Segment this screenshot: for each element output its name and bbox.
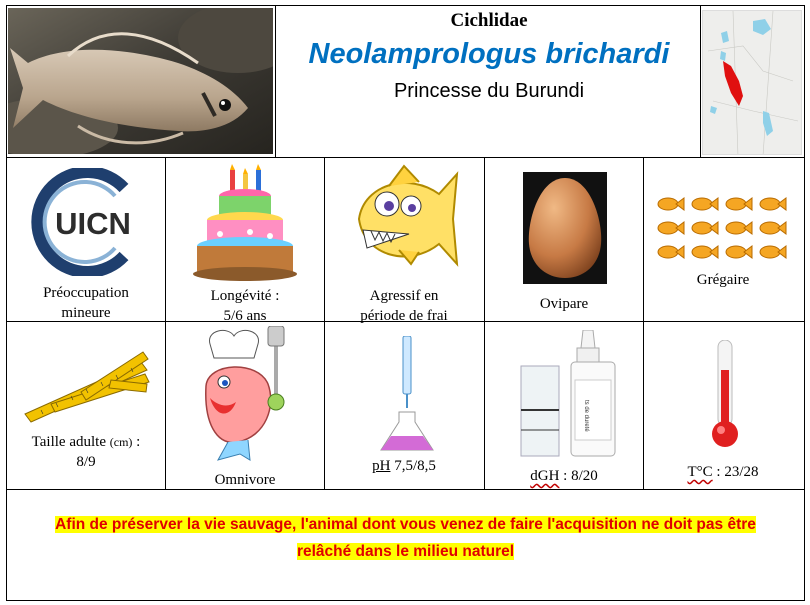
column-divider	[700, 6, 701, 157]
cell-social	[644, 158, 802, 323]
common-name: Princesse du Burundi	[393, 80, 585, 102]
angry-fish-icon	[349, 164, 461, 276]
distribution-map	[702, 10, 802, 155]
cell-hardness	[485, 322, 643, 487]
cell-conservation-status	[7, 158, 165, 323]
species-name: Neolamprologus brichardi	[308, 38, 670, 70]
cell-behavior	[325, 158, 483, 323]
water-test-kit-icon	[515, 330, 623, 458]
conservation-label: Préoccupation mineure	[43, 285, 129, 321]
behavior-label: Agressif en période de frai	[360, 288, 448, 324]
family-name: Cichlidae	[450, 10, 528, 31]
fish-school-icon	[656, 196, 792, 266]
hardness-label: dGH : 8/20	[530, 468, 598, 484]
ph-flask-icon	[377, 336, 437, 454]
ph-label: pH 7,5/8,5	[372, 458, 436, 474]
social-label: Grégaire	[696, 272, 750, 288]
header	[7, 6, 804, 157]
cell-diet	[166, 322, 324, 487]
reproduction-label: Ovipare	[539, 296, 589, 312]
egg-icon	[523, 172, 607, 284]
thermometer-icon	[710, 340, 740, 450]
fact-sheet	[6, 5, 805, 601]
cell-adult-size	[7, 322, 165, 487]
folding-ruler-icon	[21, 344, 151, 426]
cell-longevity	[166, 158, 324, 323]
longevity-label: Longévité : 5/6 ans	[210, 288, 280, 324]
release-warning: Afin de préserver la vie sauvage, l'animal dont vous venez de faire l'acquisition ne doit pas être relâché dans le milieu naturel	[55, 516, 756, 560]
birthday-cake-icon	[190, 164, 300, 282]
chef-fish-icon	[188, 326, 304, 464]
column-divider	[275, 6, 276, 157]
row-divider	[7, 489, 804, 490]
cell-ph	[325, 322, 483, 487]
uicn-logo-text: UICN	[55, 206, 131, 241]
diet-label: Omnivore	[214, 472, 276, 488]
temperature-label: T°C : 23/28	[687, 464, 759, 480]
uicn-logo-icon	[29, 168, 147, 276]
cell-temperature	[644, 322, 802, 487]
bottle-label-text: ts de dureté	[583, 400, 589, 432]
fish-photo	[8, 8, 273, 154]
cell-reproduction	[485, 158, 643, 323]
adult-size-label: Taille adulte (cm) : 8/9	[31, 434, 141, 470]
